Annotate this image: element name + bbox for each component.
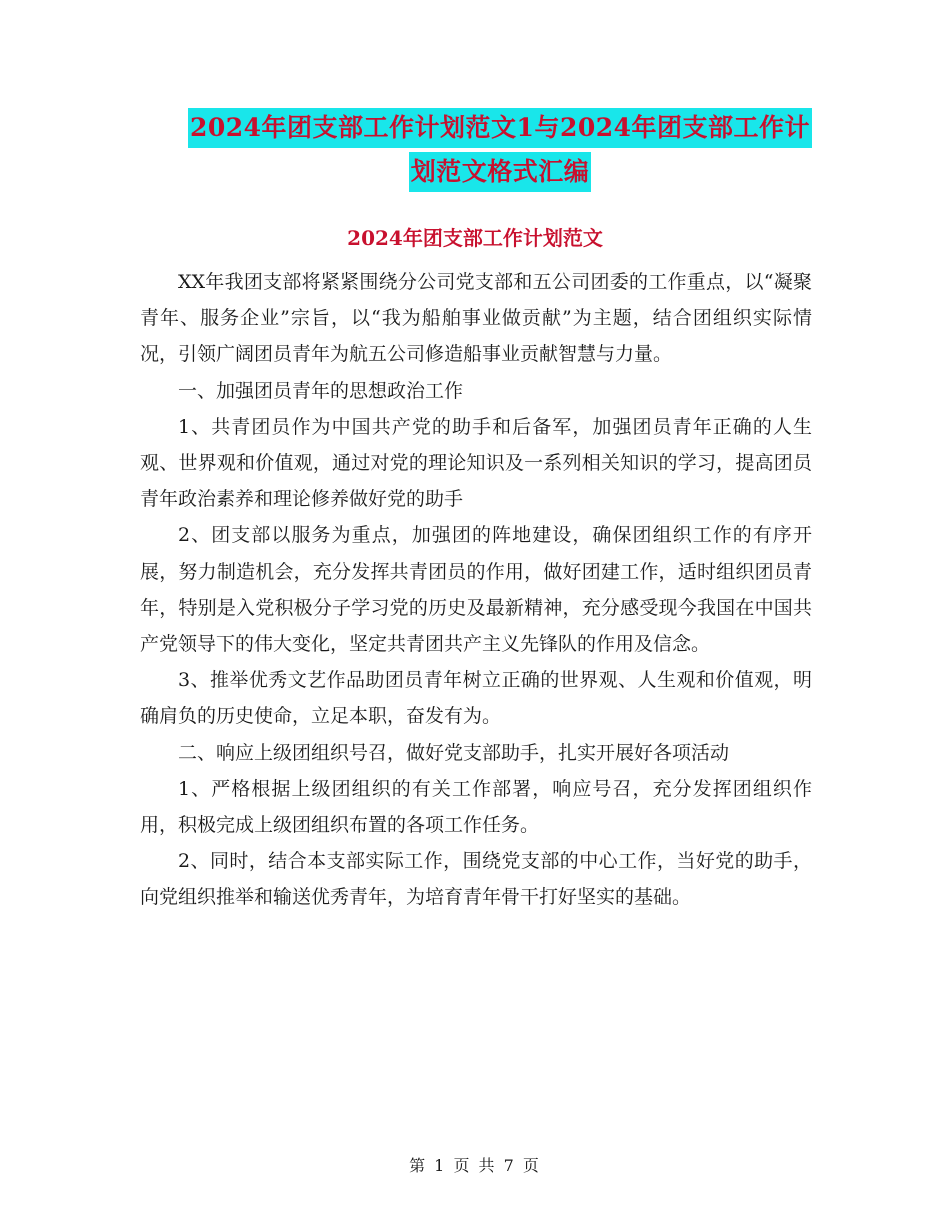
paragraph-item-1-1: 1、共青团员作为中国共产党的助手和后备军，加强团员青年正确的人生观、世界观和价值观，通过对党的理论知识及一系列相关知识的学习，提高团员青年政治素养和理论修养做好党的助手 (140, 415, 812, 511)
paragraph-item-2-1: 1、严格根据上级团组织的有关工作部署，响应号召，充分发挥团组织作用，积极完成上级团组织布置的各项工作任务。 (140, 777, 812, 837)
title-line-2: 划范文格式汇编 (409, 152, 592, 192)
paragraph-intro: XX年我团支部将紧紧围绕分公司党支部和五公司团委的工作重点，以“凝聚青年、服务企业”宗旨，以“我为船舶事业做贡献”为主题，结合团组织实际情况，引领广阔团员青年为航五公司修造船事业贡献智慧与力量。 (140, 271, 812, 366)
document-title (140, 108, 860, 192)
section-heading: 2024年团支部工作计划范文 (347, 226, 603, 250)
paragraph-item-1-2: 2、团支部以服务为重点，加强团的阵地建设，确保团组织工作的有序开展，努力制造机会，充分发挥共青团员的作用，做好团建工作，适时组织团员青年，特别是入党积极分子学习党的历史及最新精神，充分感受现今我国在中国共产党领导下的伟大变化，坚定共青团共产主义先锋队的作用及信念。 (140, 524, 812, 656)
page-footer: 第 1 页 共 7 页 (409, 1156, 541, 1175)
paragraph-item-1-3: 3、推举优秀文艺作品助团员青年树立正确的世界观、人生观和价值观，明确肩负的历史使命，立足本职，奋发有为。 (140, 669, 812, 728)
title-line-1: 2024年团支部工作计划范文1与2024年团支部工作计 (188, 108, 812, 148)
paragraph-heading-2: 二、响应上级团组织号召，做好党支部助手，扎实开展好各项活动 (178, 741, 730, 764)
paragraph-heading-1: 一、加强团员青年的思想政治工作 (178, 379, 464, 402)
document-body (140, 264, 812, 916)
paragraph-item-2-2: 2、同时，结合本支部实际工作，围绕党支部的中心工作，当好党的助手，向党组织推举和输送优秀青年，为培育青年骨干打好坚实的基础。 (140, 850, 812, 909)
